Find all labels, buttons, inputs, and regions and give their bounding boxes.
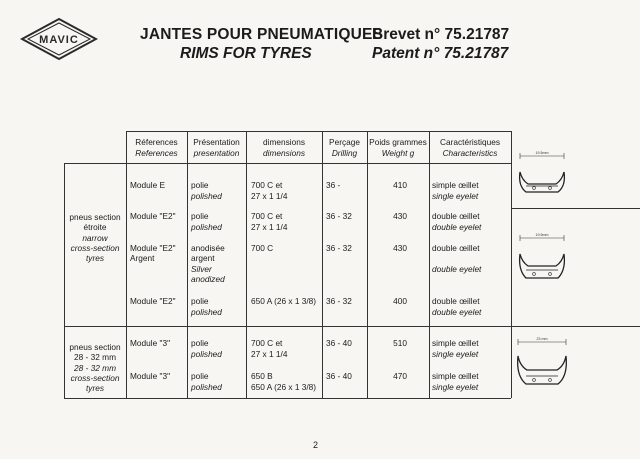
row-weight: 430 [393,211,407,221]
row-dim-2: 27 x 1 1/4 [251,349,288,359]
row-drilling: 36 - 40 [326,371,352,381]
rim-width-label: 19.5mm [535,151,549,155]
col-drill-en: Drilling [331,148,358,158]
group-1-en-2: cross-section [70,243,120,253]
row-dim-1: 700 C et [251,338,283,348]
row-pres-fr: polie [191,180,209,190]
row-drilling: 36 - 32 [326,243,352,253]
row-pres-fr: polie [191,338,209,348]
col-dim-fr: dimensions [263,137,305,147]
col-pres-en: presentation [193,148,240,158]
patent-number: Patent n° 75.21787 [372,45,509,62]
row-char-en: double eyelet [432,264,482,274]
logo-text: MAVIC [39,34,79,46]
rim-width-label: 23 mm [536,337,548,341]
row-dim-1: 700 C [251,243,274,253]
row-weight: 410 [393,180,407,190]
row-pres-en-2: anodized [191,274,225,284]
group-2-en-3: tyres [86,383,104,393]
row-pres-en: polished [191,382,222,392]
row-pres-fr: polie [191,371,209,381]
row-dim-1: 650 B [251,371,273,381]
row-weight: 510 [393,338,407,348]
row-pres-fr: anodisée [191,243,225,253]
group-2-en-2: cross-section [70,373,120,383]
row-ref: Module "E2" [130,243,176,253]
row-dim-1: 700 C et [251,211,283,221]
row-pres-en: polished [191,307,222,317]
row-char-en: single eyelet [432,382,479,392]
rim-profile-drawing [512,232,574,288]
row-dim-1: 650 A (26 x 1 3/8) [251,296,317,306]
row-char-en: single eyelet [432,349,479,359]
row-char-en: double eyelet [432,307,482,317]
col-dim-en: dimensions [263,148,305,158]
row-pres-en: polished [191,222,222,232]
row-pres-fr: polie [191,296,209,306]
col-char-en: Characteristics [442,148,498,158]
row-pres-fr: polie [191,211,209,221]
row-char-en: double eyelet [432,222,482,232]
group-2-fr-2: 28 - 32 mm [74,352,116,362]
col-pres-fr: Présentation [193,137,240,147]
group-2-fr-1: pneus section [69,342,121,352]
row-char-fr: simple œillet [432,371,479,381]
row-char-fr: double œillet [432,296,480,306]
row-ref-2: Argent [130,253,155,263]
row-dim-1: 700 C et [251,180,283,190]
row-ref: Module "3" [130,338,171,348]
row-weight: 400 [393,296,407,306]
title-en: RIMS FOR TYRES [180,45,312,62]
row-dim-2: 650 A (26 x 1 3/8) [251,382,317,392]
row-ref: Module "3" [130,371,171,381]
row-dim-2: 27 x 1 1/4 [251,191,288,201]
col-weight-en: Weight g [381,148,415,158]
group-1-fr-1: pneus section [69,212,121,222]
group-1-en-3: tyres [86,253,104,263]
row-pres-fr-2: argent [191,253,215,263]
row-char-fr: double œillet [432,211,480,221]
group-1-fr-2: étroite [83,222,107,232]
col-ref-fr: Réferences [135,137,178,147]
group-1-en-1: narrow [82,233,108,243]
row-drilling: 36 - [326,180,341,190]
row-char-fr: double œillet [432,243,480,253]
rim-profile-drawing [512,336,574,392]
row-drilling: 36 - 40 [326,338,352,348]
row-drilling: 36 - 32 [326,211,352,221]
mavic-logo [20,17,98,61]
row-drilling: 36 - 32 [326,296,352,306]
row-pres-en: polished [191,349,222,359]
row-pres-en: polished [191,191,222,201]
col-weight-fr: Poids grammes [369,137,427,147]
row-char-fr: simple œillet [432,338,479,348]
brevet-number: Brevet n° 75.21787 [372,26,510,43]
row-ref: Module "E2" [130,211,176,221]
rim-profile-drawing [512,150,574,202]
col-char-fr: Caractéristiques [440,137,500,147]
group-2-en-1: 28 - 32 mm [74,363,116,373]
title-fr: JANTES POUR PNEUMATIQUES [140,26,384,43]
row-dim-2: 27 x 1 1/4 [251,222,288,232]
row-pres-en: Silver [191,264,212,274]
row-ref: Module E [130,180,166,190]
page-number: 2 [313,440,319,450]
rim-width-label: 19.5mm [535,233,549,237]
row-weight: 470 [393,371,407,381]
col-ref-en: References [135,148,178,158]
col-drill-fr: Perçage [329,137,360,147]
row-weight: 430 [393,243,407,253]
row-ref: Module "E2" [130,296,176,306]
row-char-en: single eyelet [432,191,479,201]
row-char-fr: simple œillet [432,180,479,190]
